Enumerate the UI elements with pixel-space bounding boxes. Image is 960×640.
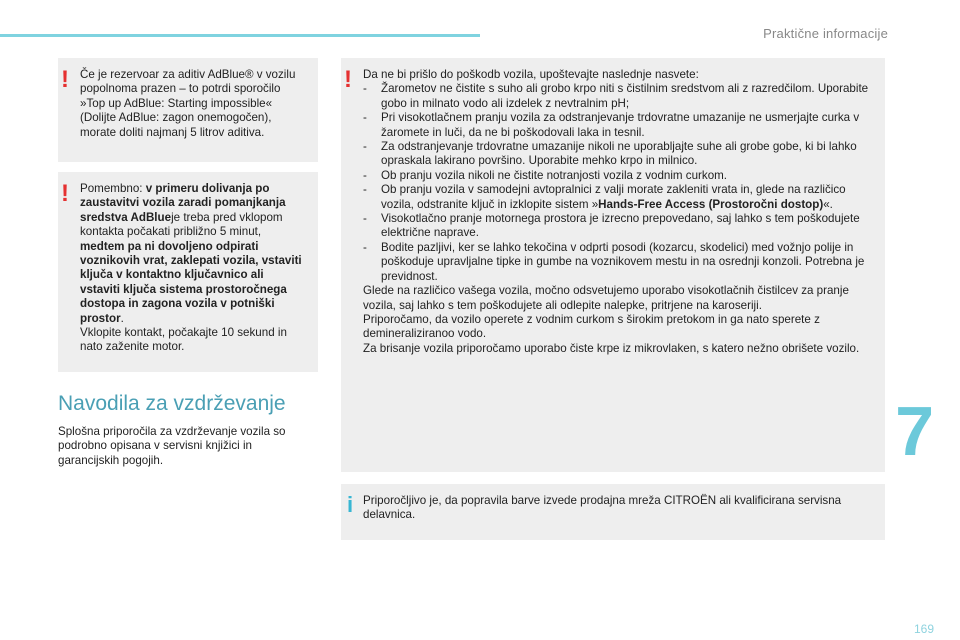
adblue-important-box xyxy=(58,172,318,372)
washing-intro: Da ne bi prišlo do poškodb vozila, upoštevajte naslednje nasvete: xyxy=(363,68,699,81)
washing-paragraph: Priporočamo, da vozilo operete z vodnim curkom s širokim pretokom in ga nato sperete z demineraliziranoo vodo. xyxy=(363,312,820,341)
header-accent-bar xyxy=(0,34,480,37)
list-item: - Žarometov ne čistite s suho ali grobo krpo niti s čistilnim sredstvom ali z razredčilom. Uporabite gobo in milnato vodo ali izdelek z nevtralnim pH; xyxy=(363,82,869,110)
section-intro: Splošna priporočila za vzdrževanje vozila so podrobno opisana v servisni knjižici in garancijskih pogojih. xyxy=(58,425,286,467)
list-item: - Ob pranju vozila v samodejni avtopralnici z valji morate zakleniti vrata in, glede na različico vozila, odstranite ključ in izklopite sistem »Hands-Free Access (Prostoročni dostop)«. xyxy=(363,183,846,211)
adblue-warning-text: Če je rezervoar za aditiv AdBlue® v vozilu popolnoma prazen – to potrdi sporočilo »Top up AdBlue: Starting impossible« (Dolijte AdBlue: zagon onemogočen), morate doliti najmanj 5 litrov aditiva. xyxy=(80,68,296,139)
warning-icon: ! xyxy=(344,66,352,93)
page-header-title: Praktične informacije xyxy=(763,26,888,41)
list-item: - Pri visokotlačnem pranju vozila za odstranjevanje trdovratne umazanije ne usmerjajte curka v žaromete in luči, da ne bi poškodovali laka in tesnil. xyxy=(363,111,860,139)
washing-paragraph: Glede na različico vašega vozila, močno odsvetujemo uporabo visokotlačnih čistilcev za pranje vozila, saj lahko s tem poškodujete ali odlepite nalepke, pritrjene na karoseriji. xyxy=(363,284,849,312)
page-number: 169 xyxy=(913,622,934,636)
list-item: - Ob pranju vozila nikoli ne čistite notranjosti vozila z vodnim curkom. xyxy=(363,168,728,182)
paint-repair-text: Priporočljivo je, da popravila barve izvede prodajna mreža CITROËN ali kvalificirana servisna delavnica. xyxy=(363,494,842,522)
info-icon: i xyxy=(347,492,354,517)
warning-icon: ! xyxy=(61,66,69,93)
list-item: - Za odstranjevanje trdovratne umazanije nikoli ne uporabljajte suhe ali grobe gobe, ki bi lahko opraskala lakirano površino. Uporabite mehko krpo in milnico. xyxy=(363,140,857,168)
section-title: Navodila za vzdrževanje xyxy=(58,392,286,415)
washing-paragraph: Za brisanje vozila priporočamo uporabo čiste krpe iz mikrovlaken, s katero nežno obrišete vozilo. xyxy=(363,341,860,355)
warning-icon: ! xyxy=(61,180,69,207)
paint-repair-info-box xyxy=(341,484,885,540)
list-item: - Visokotlačno pranje motornega prostora je izrecno prepovedano, saj lahko s tem poškodujete električne naprave. xyxy=(363,212,860,240)
important-paragraph-2: Vklopite kontakt, počakajte 10 sekund in nato zaženite motor. xyxy=(80,326,287,354)
important-paragraph: Pomembno: v primeru dolivanja po zaustavitvi vozila zaradi pomanjkanja sredstva AdBlueje treba pred vklopom kontakta počakati približno 5 minut, medtem pa ni dovoljeno odpirati voznikovih vrat, zaklepati vozila, vstaviti ključa v kontaktno ključavnico ali vstaviti ključa sistema prostoročnega dostopa in zagona vozila v potniški prostor. xyxy=(80,182,302,325)
washing-warning-box xyxy=(341,58,885,472)
adblue-warning-box xyxy=(58,58,318,162)
chapter-number: 7 xyxy=(895,392,934,470)
list-item: - Bodite pazljivi, ker se lahko tekočina v odprti posodi (kozarcu, skodelici) med vožnjo polije in poškoduje upravljalne tipke in gumbe na voznikovem mestu in na osrednji konzoli. Potrebna je previdnost. xyxy=(363,240,865,283)
